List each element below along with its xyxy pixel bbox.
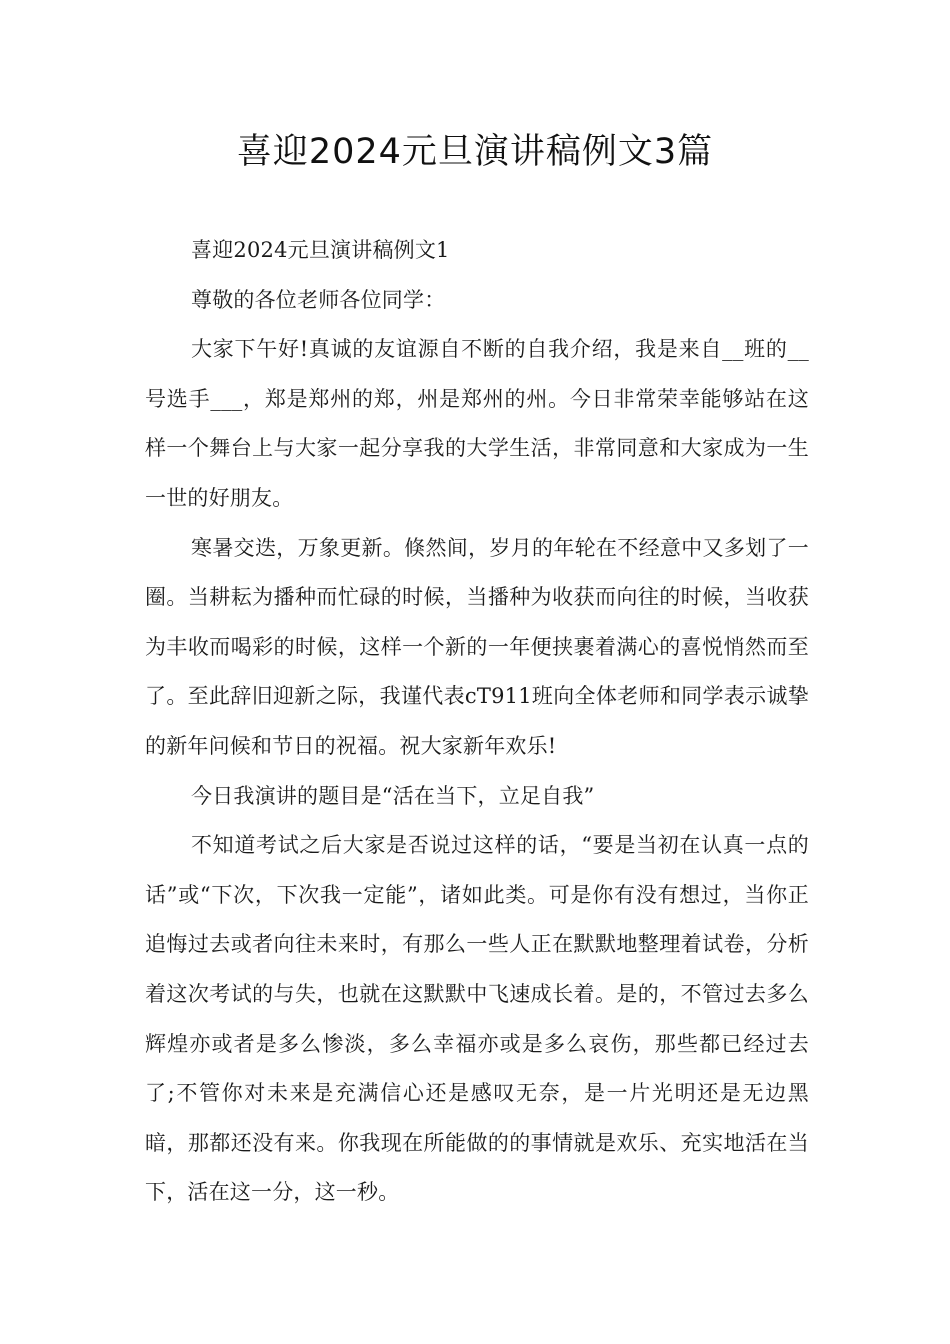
subheading-paragraph: 喜迎2024元旦演讲稿例文1 [191,238,450,262]
body-paragraph: 不知道考试之后大家是否说过这样的话，“要是当初在认真一点的话”或“下次，下次我一定能”，诸如此类。可是你有没有想过，当你正追悔过去或者向往未来时，有那么一些人正在默默地整理着试卷，分析着这次考试的与失，也就在这默默中飞速成长着。是的，不管过去多么辉煌亦或者是多么惨淡，多么幸福亦或是多么哀伤，那些都已经过去了;不管你对未来是充满信心还是感叹无奈，是一片光明还是无边黑暗，那都还没有来。你我现在所能做的的事情就是欢乐、充实地活在当下，活在这一分，这一秒。 [145,833,809,1205]
document-title: 喜迎2024元旦演讲稿例文3篇 [236,132,714,172]
salutation-paragraph: 尊敬的各位老师各位同学： [191,287,446,312]
document-body [145,226,809,1218]
body-paragraph: 大家下午好!真诚的友谊源自不断的自我介绍，我是来自__班的__号选手___，郑是郑州的郑，州是郑州的州。今日非常荣幸能够站在这样一个舞台上与大家一起分享我的大学生活，非常同意和大家成为一生一世的好朋友。 [145,337,809,510]
body-paragraph: 今日我演讲的题目是“活在当下，立足自我” [191,783,595,808]
body-paragraph: 寒暑交迭，万象更新。倏然间，岁月的年轮在不经意中又多划了一圈。当耕耘为播种而忙碌的时候，当播种为收获而向往的时候，当收获为丰收而喝彩的时候，这样一个新的一年便挟裹着满心的喜悦悄然而至了。至此辞旧迎新之际，我谨代表cT911班向全体老师和同学表示诚挚的新年问候和节日的祝福。祝大家新年欢乐! [145,535,809,758]
